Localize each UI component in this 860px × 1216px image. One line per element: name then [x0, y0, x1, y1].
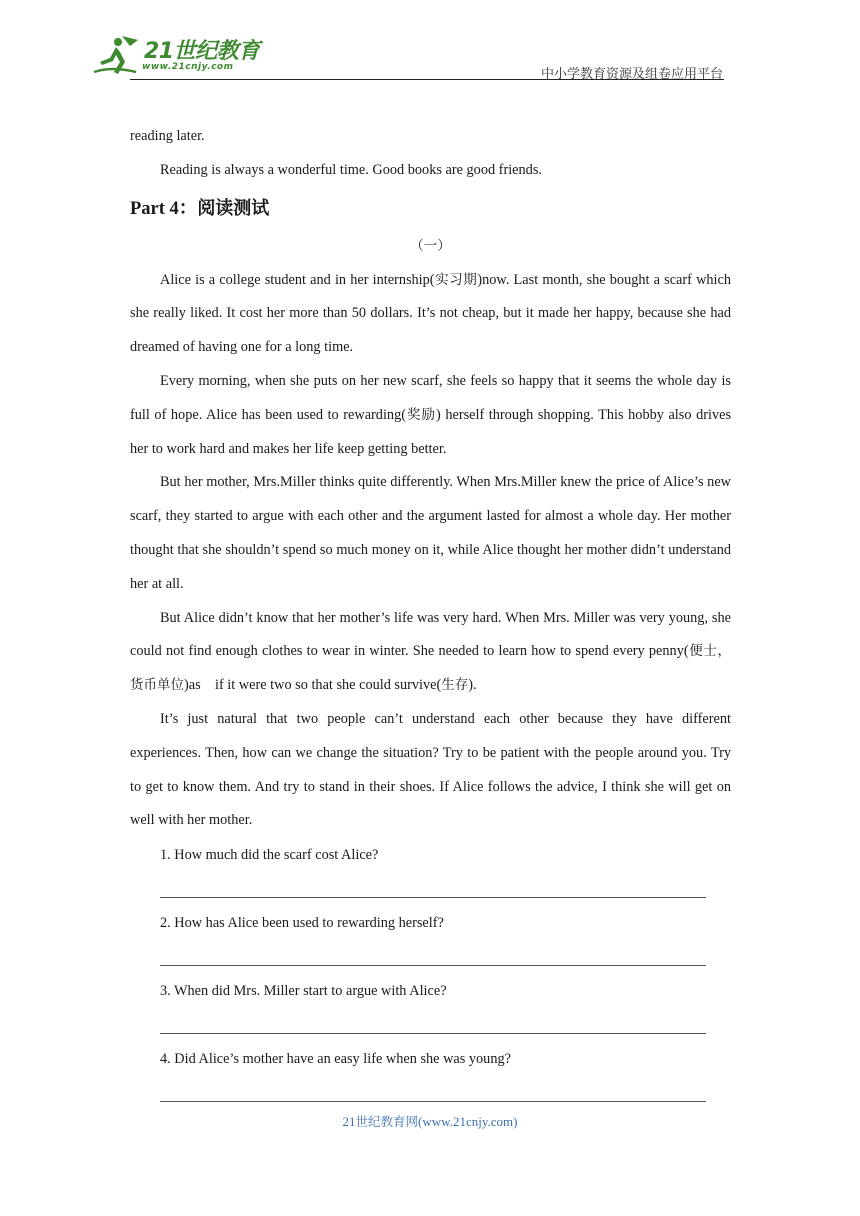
section-number-text: （一） [410, 237, 451, 254]
passage-paragraph-1: Alice is a college student and in her internship(实习期)now. Last month, she bought a scarf which she really liked. It cost her more than 50 dollars. It’s not cheap, but it made her happy, because she had dreamed of having one for a long time. [130, 271, 732, 356]
passage-paragraph-5: It’s just natural that two people can’t understand each other because they have different experiences. Then, how can we change the situation? Try to be patient with the people around you. Try to get to know them. And try to stand in their shoes. If Alice follows the advice, I think she will get on well with her mother. [130, 710, 731, 829]
part-title-label: Part 4： [130, 198, 198, 219]
header-divider [130, 79, 724, 80]
page-footer [0, 1112, 860, 1130]
answer-line-3[interactable] [160, 1008, 706, 1042]
logo-text: 21世纪教育 [144, 39, 260, 64]
logo [92, 32, 262, 78]
question-2: 2. How has Alice been used to rewarding herself? [160, 915, 444, 932]
logo-url: www.21cnjy.com [142, 62, 234, 72]
passage-paragraph-3: But her mother, Mrs.Miller thinks quite differently. When Mrs.Miller knew the price of Alice’s new scarf, they started to argue with each other and the argument lasted for almost a whole day. Her mother thought that she shouldn’t spend so much money on it, while Alice thought her mother didn’t understand her at all. [130, 474, 731, 592]
answer-line-4[interactable] [160, 1076, 706, 1110]
part-title [130, 190, 731, 228]
section-number [130, 228, 731, 264]
passage-paragraph-4: But Alice didn’t know that her mother’s life was very hard. When Mrs. Miller was very young, she could not find enough clothes to wear in winter. She needed to learn how to spend every penny(便士，货币单位)as if it were two so that she could survive(生存). [130, 609, 731, 694]
part-title-cn: 阅读测试 [197, 197, 270, 219]
intro-line-2: Reading is always a wonderful time. Good books are good friends. [160, 161, 542, 178]
answer-line-2[interactable] [160, 940, 706, 974]
intro-line-1: reading later. [130, 128, 205, 144]
passage-paragraph-2: Every morning, when she puts on her new scarf, she feels so happy that it seems the whole day is full of hope. Alice has been used to rewarding(奖励) herself through shopping. This hobby also drives her to work hard and makes her life keep getting better. [130, 372, 732, 457]
question-4: 4. Did Alice’s mother have an easy life when she was young? [160, 1051, 511, 1068]
footer-site-name: 世纪教育网 [355, 1114, 419, 1129]
answer-line-1[interactable] [160, 872, 706, 906]
question-3: 3. When did Mrs. Miller start to argue with Alice? [160, 983, 447, 1000]
header-platform-text: 中小学教育资源及组卷应用平台 [540, 67, 723, 82]
page-header [0, 0, 860, 90]
runner-logo-icon [92, 32, 142, 78]
footer-url: (www.21cnjy.com) [418, 1114, 518, 1129]
footer-prefix: 21 [342, 1114, 356, 1129]
document-body [130, 120, 731, 1110]
question-1: 1. How much did the scarf cost Alice? [160, 847, 379, 864]
